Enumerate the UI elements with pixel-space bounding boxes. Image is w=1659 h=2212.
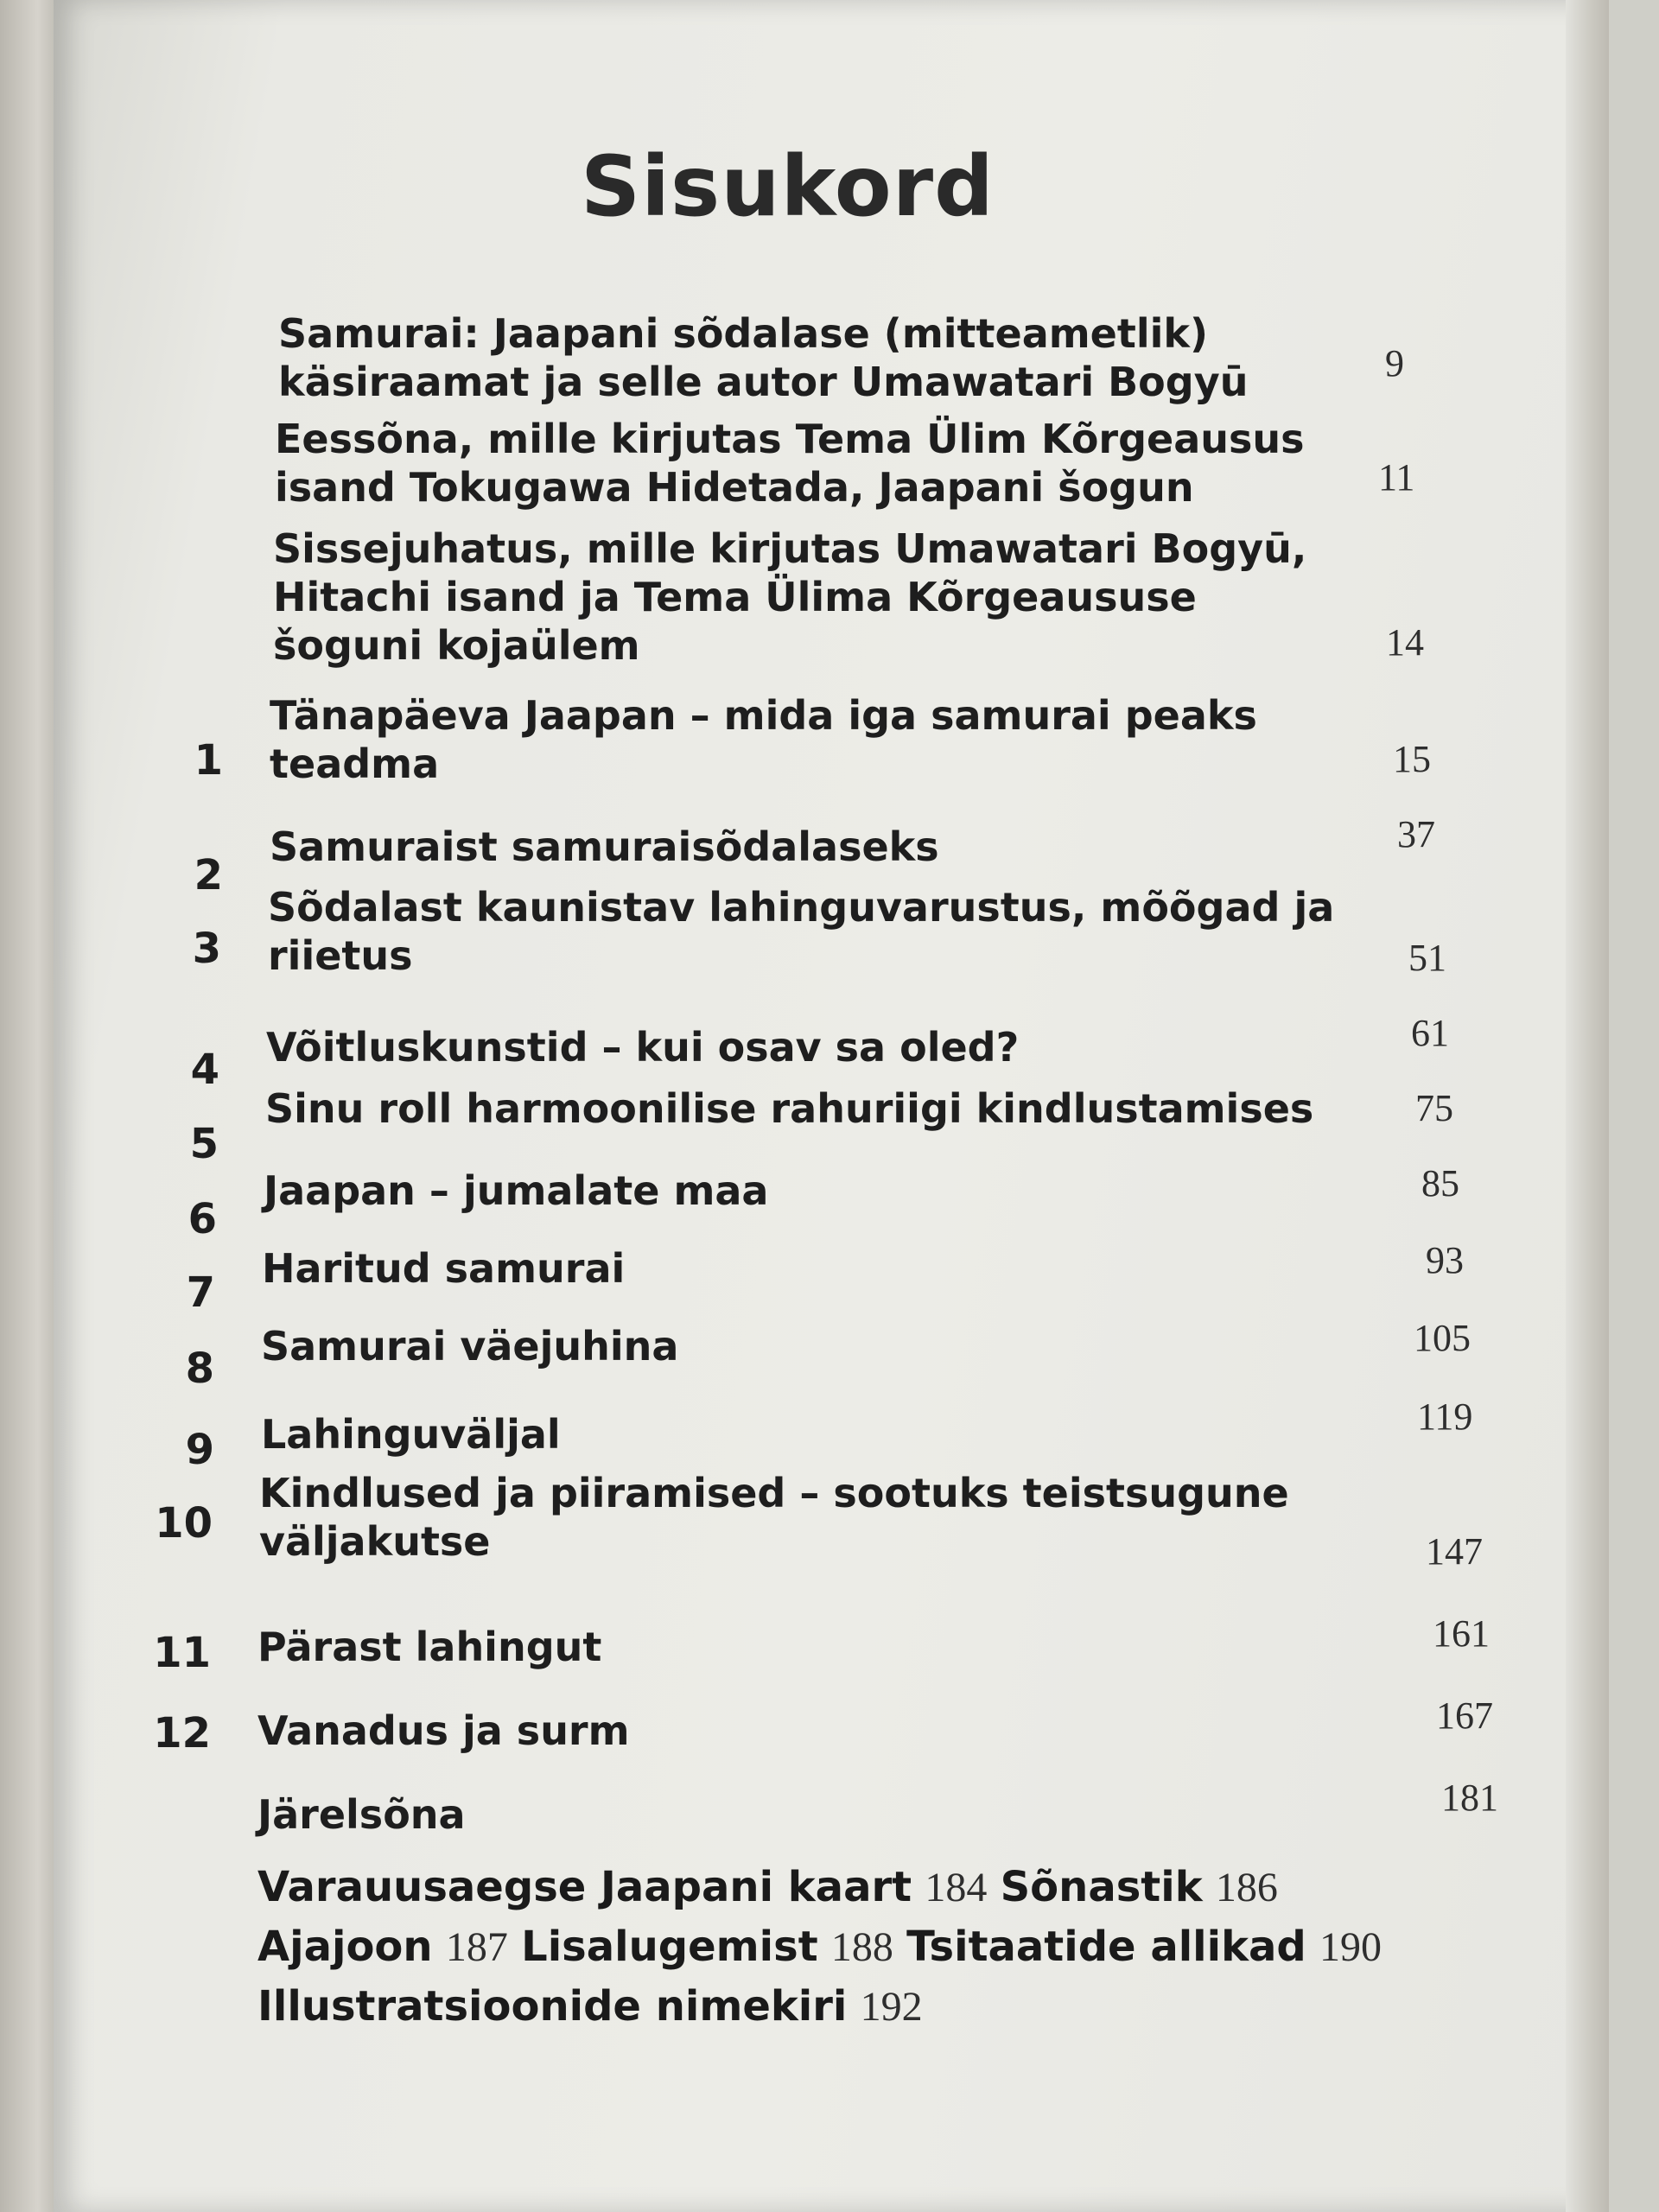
- toc-page-number: 161: [1433, 1612, 1490, 1655]
- toc-entry-line: Tänapäeva Jaapan – mida iga samurai peaks: [270, 692, 1257, 739]
- toc-entry-line: riietus: [268, 932, 413, 979]
- toc-entry-line: käsiraamat ja selle autor Umawatari Bogyū: [278, 359, 1249, 405]
- backmatter-title: Varauusaegse Jaapani kaart: [257, 1863, 912, 1911]
- toc-entry-line: väljakutse: [259, 1518, 491, 1565]
- backmatter-page-number: 186: [1215, 1865, 1278, 1910]
- toc-page-number: 119: [1417, 1395, 1473, 1438]
- backmatter-title: Tsitaatide allikad: [906, 1923, 1306, 1971]
- toc-entry-title: [278, 309, 1248, 406]
- toc-entry-line: Sissejuhatus, mille kirjutas Umawatari Bogyū,: [273, 525, 1307, 572]
- backmatter-line: [257, 1977, 1554, 2037]
- toc-chapter-number: 10: [155, 1499, 213, 1548]
- backmatter-title: Illustratsioonide nimekiri: [257, 1982, 848, 2031]
- backmatter-title: Ajajoon: [257, 1923, 433, 1971]
- toc-entry-line: isand Tokugawa Hidetada, Jaapani šogun: [275, 464, 1194, 511]
- toc-page-number: 147: [1426, 1530, 1483, 1573]
- toc-page-number: 93: [1426, 1239, 1464, 1281]
- toc-entry-title: [259, 1469, 1289, 1566]
- toc-page-number: 37: [1397, 813, 1435, 855]
- toc-chapter-number: 3: [192, 925, 221, 973]
- toc-page-number: 181: [1441, 1777, 1498, 1819]
- toc-entry-title: [264, 1166, 768, 1215]
- toc-entry-line: Lahinguväljal: [261, 1411, 561, 1458]
- toc-chapter-number: 11: [153, 1629, 211, 1677]
- backmatter-page-number: 192: [860, 1984, 923, 2030]
- toc-entry-line: Samurai väejuhina: [261, 1323, 679, 1370]
- toc-entry-line: Sõdalast kaunistav lahinguvarustus, mõõgad ja: [268, 884, 1335, 931]
- toc-chapter-number: 2: [194, 851, 223, 899]
- toc-entry-title: [261, 1410, 561, 1459]
- toc-chapter-number: 6: [188, 1195, 217, 1243]
- toc-entry-title: [257, 1790, 466, 1839]
- toc-entry-title: [257, 1623, 601, 1671]
- toc-entry-title: [268, 883, 1334, 980]
- toc-entry-line: Sinu roll harmoonilise rahuriigi kindlustamises: [265, 1085, 1314, 1132]
- backmatter-page-number: 187: [445, 1924, 508, 1970]
- toc-chapter-number: 4: [190, 1046, 219, 1094]
- toc-chapter-number: 5: [189, 1120, 219, 1168]
- toc-page-number: 14: [1386, 621, 1424, 664]
- toc-page-number: 9: [1385, 342, 1404, 385]
- backmatter-page-number: 190: [1319, 1924, 1382, 1970]
- toc-entry-title: [261, 1322, 678, 1370]
- toc-entry-title: [266, 1023, 1019, 1071]
- toc-page-number: 75: [1415, 1087, 1453, 1129]
- toc-entry-line: Samurai: Jaapani sõdalase (mitteametlik): [278, 310, 1209, 357]
- toc-entry-line: Samuraist samuraisõdalaseks: [270, 823, 939, 870]
- page-edge: [1566, 0, 1609, 2212]
- toc-entry-line: Pärast lahingut: [257, 1624, 602, 1670]
- backmatter-title: Sõnastik: [1000, 1863, 1203, 1911]
- toc-entry-line: Võitluskunstid – kui osav sa oled?: [266, 1024, 1020, 1071]
- toc-page-number: 51: [1408, 937, 1446, 979]
- toc-chapter-number: 7: [186, 1268, 215, 1317]
- toc-chapter-number: 9: [185, 1426, 214, 1474]
- toc-entry-line: Eessõna, mille kirjutas Tema Ülim Kõrgeausus: [275, 416, 1305, 462]
- toc-page-number: 85: [1421, 1162, 1459, 1205]
- toc-entry-title: [270, 691, 1257, 788]
- toc-entry-line: šoguni kojaülem: [273, 622, 640, 669]
- toc-entry-line: Kindlused ja piiramised – sootuks teistsugune: [259, 1470, 1289, 1516]
- toc-page-number: 15: [1393, 738, 1431, 780]
- toc-entry-title: [273, 524, 1306, 670]
- toc-page-number: 105: [1414, 1317, 1471, 1359]
- toc-entry-line: Haritud samurai: [262, 1245, 626, 1292]
- toc-entry-title: [265, 1084, 1313, 1133]
- toc-chapter-number: 1: [194, 736, 223, 785]
- backmatter-page-number: 184: [925, 1865, 988, 1910]
- book-gutter: [0, 0, 54, 2212]
- backmatter-page-number: 188: [830, 1924, 893, 1970]
- toc-entry-title: [270, 823, 939, 871]
- backmatter-list: [257, 1858, 1554, 2037]
- toc-entry-line: Hitachi isand ja Tema Ülima Kõrgeaususe: [273, 574, 1197, 620]
- backmatter-line: [257, 1917, 1554, 1977]
- toc-entry-line: Jaapan – jumalate maa: [264, 1167, 769, 1214]
- toc-chapter-number: 12: [153, 1709, 211, 1758]
- backmatter-title: Lisalugemist: [521, 1923, 818, 1971]
- toc-page-number: 61: [1411, 1012, 1449, 1054]
- toc-entry-line: Järelsõna: [257, 1791, 466, 1838]
- toc-page-number: 11: [1378, 456, 1415, 499]
- toc-entry-line: teadma: [270, 741, 440, 787]
- toc-entry-line: Vanadus ja surm: [257, 1707, 630, 1754]
- page-title: Sisukord: [581, 138, 995, 235]
- toc-entry-title: [275, 415, 1305, 512]
- toc-entry-title: [257, 1707, 630, 1755]
- toc-entry-title: [262, 1244, 625, 1293]
- toc-page-number: 167: [1436, 1694, 1493, 1737]
- backmatter-line: [257, 1858, 1554, 1917]
- toc-chapter-number: 8: [185, 1344, 214, 1393]
